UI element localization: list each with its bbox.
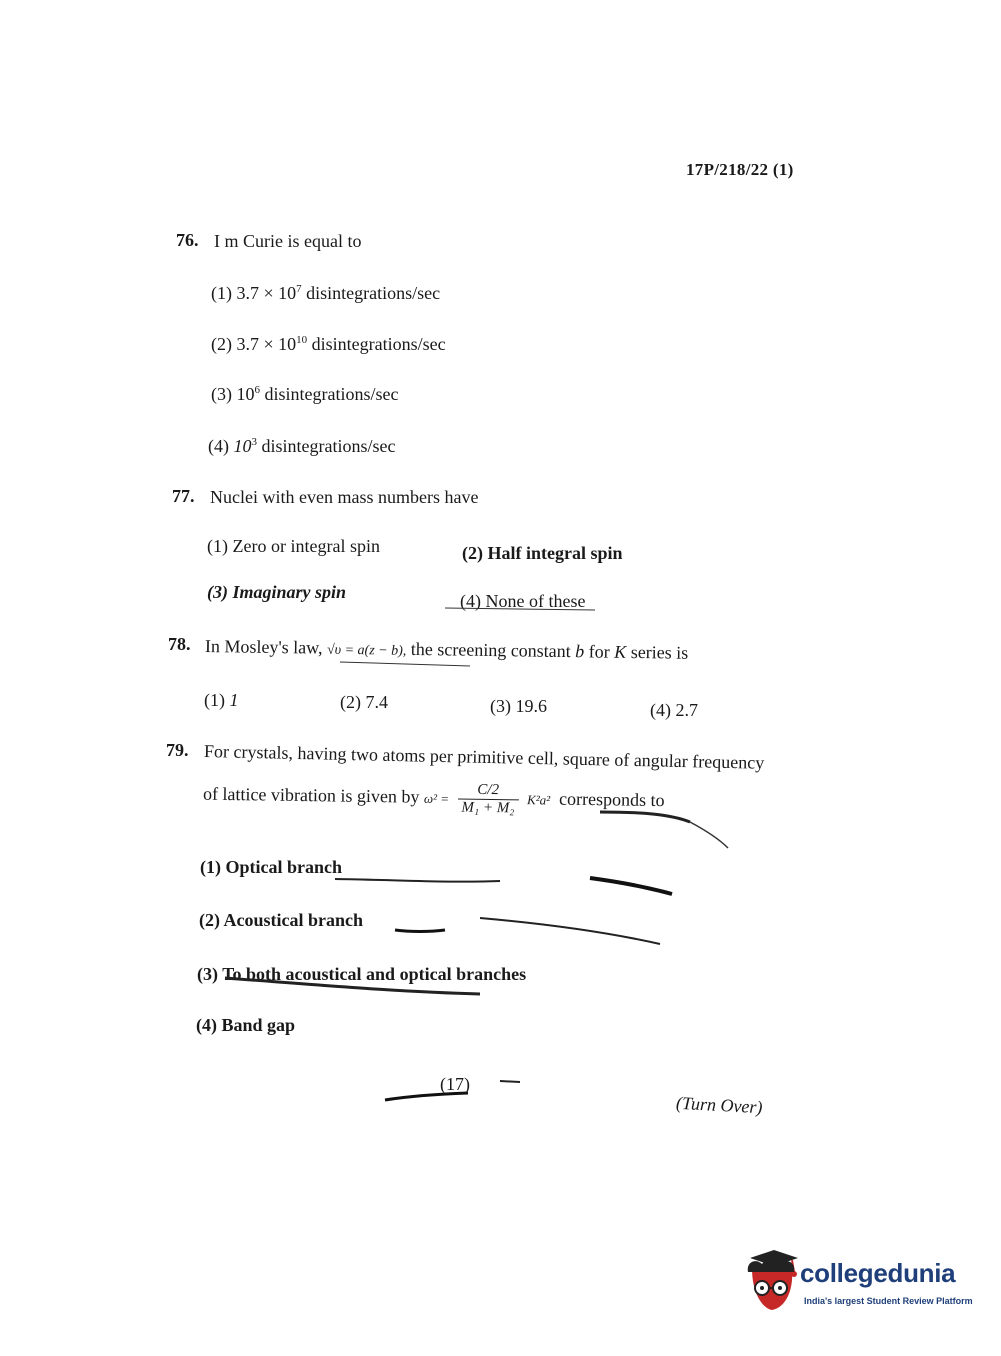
- option-3: (3) 19.6: [490, 696, 547, 716]
- option-3: (3) $10^6$ disintegrations/sec: [211, 384, 399, 404]
- option-1: (1) 1: [204, 690, 239, 710]
- option-2: (2) $3.7 \times 10^{10}$ disintegrations/sec: [211, 334, 446, 354]
- option-1: (1) Optical branch: [200, 857, 343, 877]
- option-2: (2) Acoustical branch: [199, 910, 364, 930]
- mosley-formula: √υ = a(z − b),: [326, 642, 407, 659]
- question-text: In Mosley's law, √υ = a(z − b), the screening constant b for K series is: [204, 636, 689, 663]
- question-text-line2: of lattice vibration is given by ω² = $\frac{C/2}{\text{M₁ + M₂}}$ K²a² corresponds to: [202, 781, 665, 817]
- page-number: (17): [440, 1074, 470, 1094]
- question-number: 79.: [166, 740, 189, 760]
- option-4: (4) Band gap: [196, 1015, 296, 1035]
- question-text: Nuclei with even mass numbers have: [210, 487, 479, 507]
- collegedunia-logo: [742, 1248, 972, 1318]
- option-4: (4) $10^3$ disintegrations/sec: [208, 436, 396, 456]
- brand-name: collegedunia: [800, 1258, 956, 1288]
- question-number: 76.: [176, 230, 199, 250]
- option-2: (2) 7.4: [340, 692, 388, 712]
- option-1: (1) Zero or integral spin: [207, 536, 380, 556]
- question-text-line1: For crystals, having two atoms per primitive cell, square of angular frequency: [203, 741, 765, 773]
- turn-over-label: (Turn Over): [675, 1092, 763, 1118]
- option-2: (2) Half integral spin: [462, 543, 623, 563]
- question-number: 77.: [172, 486, 195, 506]
- option-3: (3) Imaginary spin: [207, 582, 347, 602]
- frequency-formula: $\frac{C/2}{\text{M₁ + M₂}}$: [457, 782, 519, 818]
- mascot-icon: [742, 1248, 800, 1314]
- option-4: (4) 2.7: [650, 700, 698, 720]
- option-3: (3) To both acoustical and optical branches: [197, 964, 527, 984]
- question-text: I m Curie is equal to: [214, 231, 362, 251]
- brand-tagline: India's largest Student Review Platform: [804, 1296, 973, 1306]
- option-4: (4) None of these: [460, 591, 586, 611]
- question-number: 78.: [168, 634, 191, 654]
- option-1: (1) $3.7 \times 10^7$ disintegrations/sec: [211, 283, 441, 303]
- paper-code: 17P/218/22 (1): [686, 160, 794, 179]
